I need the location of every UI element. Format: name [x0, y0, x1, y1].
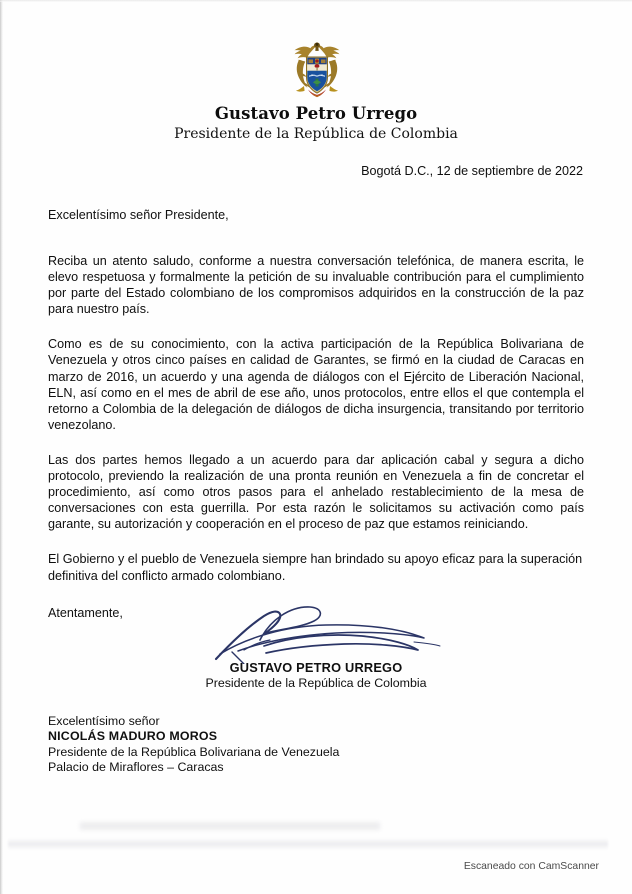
addressee-block [48, 714, 339, 776]
signature-block [0, 598, 632, 690]
letter-body [48, 208, 584, 620]
body-paragraph: Reciba un atento saludo, conforme a nuestra conversación telefónica, de manera escrita, le elevo respetuosa y formalmente la petición de su invaluable contribución para el cumplimiento por parte del Estado colombiano de los compromisos adquiridos en la construcción de la paz para nuestro país. [48, 254, 584, 317]
letterhead-titles [0, 104, 632, 142]
scan-ghost-artifact [80, 822, 380, 830]
signer-role: Presidente de la República de Colombia [205, 676, 427, 690]
handwritten-signature-icon [186, 598, 446, 664]
date-line: Bogotá D.C., 12 de septiembre de 2022 [361, 164, 583, 178]
body-paragraph: El Gobierno y el pueblo de Venezuela siempre han brindado su apoyo eficaz para la superación definitiva del conflicto armado colombiano. [48, 552, 583, 583]
addressee-name: NICOLÁS MADURO MOROS [48, 729, 218, 744]
salutation: Excelentísimo señor Presidente, [48, 208, 229, 222]
signer-name: GUSTAVO PETRO URREGO [229, 660, 403, 675]
letterhead-role: Presidente de la República de Colombia [174, 126, 458, 142]
closing-salutation: Atentamente, [48, 605, 123, 620]
body-paragraph: Las dos partes hemos llegado a un acuerdo para dar aplicación cabal y segura a dicho protocolo, previendo la realización de una pronta reunión en Venezuela a fin de concretar el procedimiento, así como otros pasos para el anhelado restablecimiento de la mesa de conversaciones con esta guerrilla. Por esta razón le solicitamos su activación como país garante, su autorización y cooperación en el proceso de paz que estamos reiniciando. [48, 452, 584, 532]
addressee-role: Presidente de la República Bolivariana de Venezuela [48, 744, 340, 759]
scan-bleedthrough-artifact [8, 838, 608, 850]
addressee-location: Palacio de Miraflores – Caracas [48, 760, 224, 775]
colombia-coat-of-arms-icon [286, 38, 348, 102]
addressee-honorific: Excelentísimo señor [48, 714, 160, 728]
camscanner-watermark: Escaneado con CamScanner [463, 861, 599, 872]
body-paragraph: Como es de su conocimiento, con la activa participación de la República Bolivariana de Venezuela y otros cinco países en calidad de Garantes, se firmó en la ciudad de Caracas en marzo de 2016, un acuerdo y una agenda de diálogos con el Ejército de Liberación Nacional, ELN, así como en el mes de abril de ese año, unos protocolos, entre ellos el que contempla el retorno a Colombia de la delegación de diálogos de dicha insurgencia, transitando por territorio venezolano. [48, 337, 584, 432]
letterhead-name: Gustavo Petro Urrego [214, 104, 418, 123]
scan-edge-artifact-top [0, 0, 632, 2]
